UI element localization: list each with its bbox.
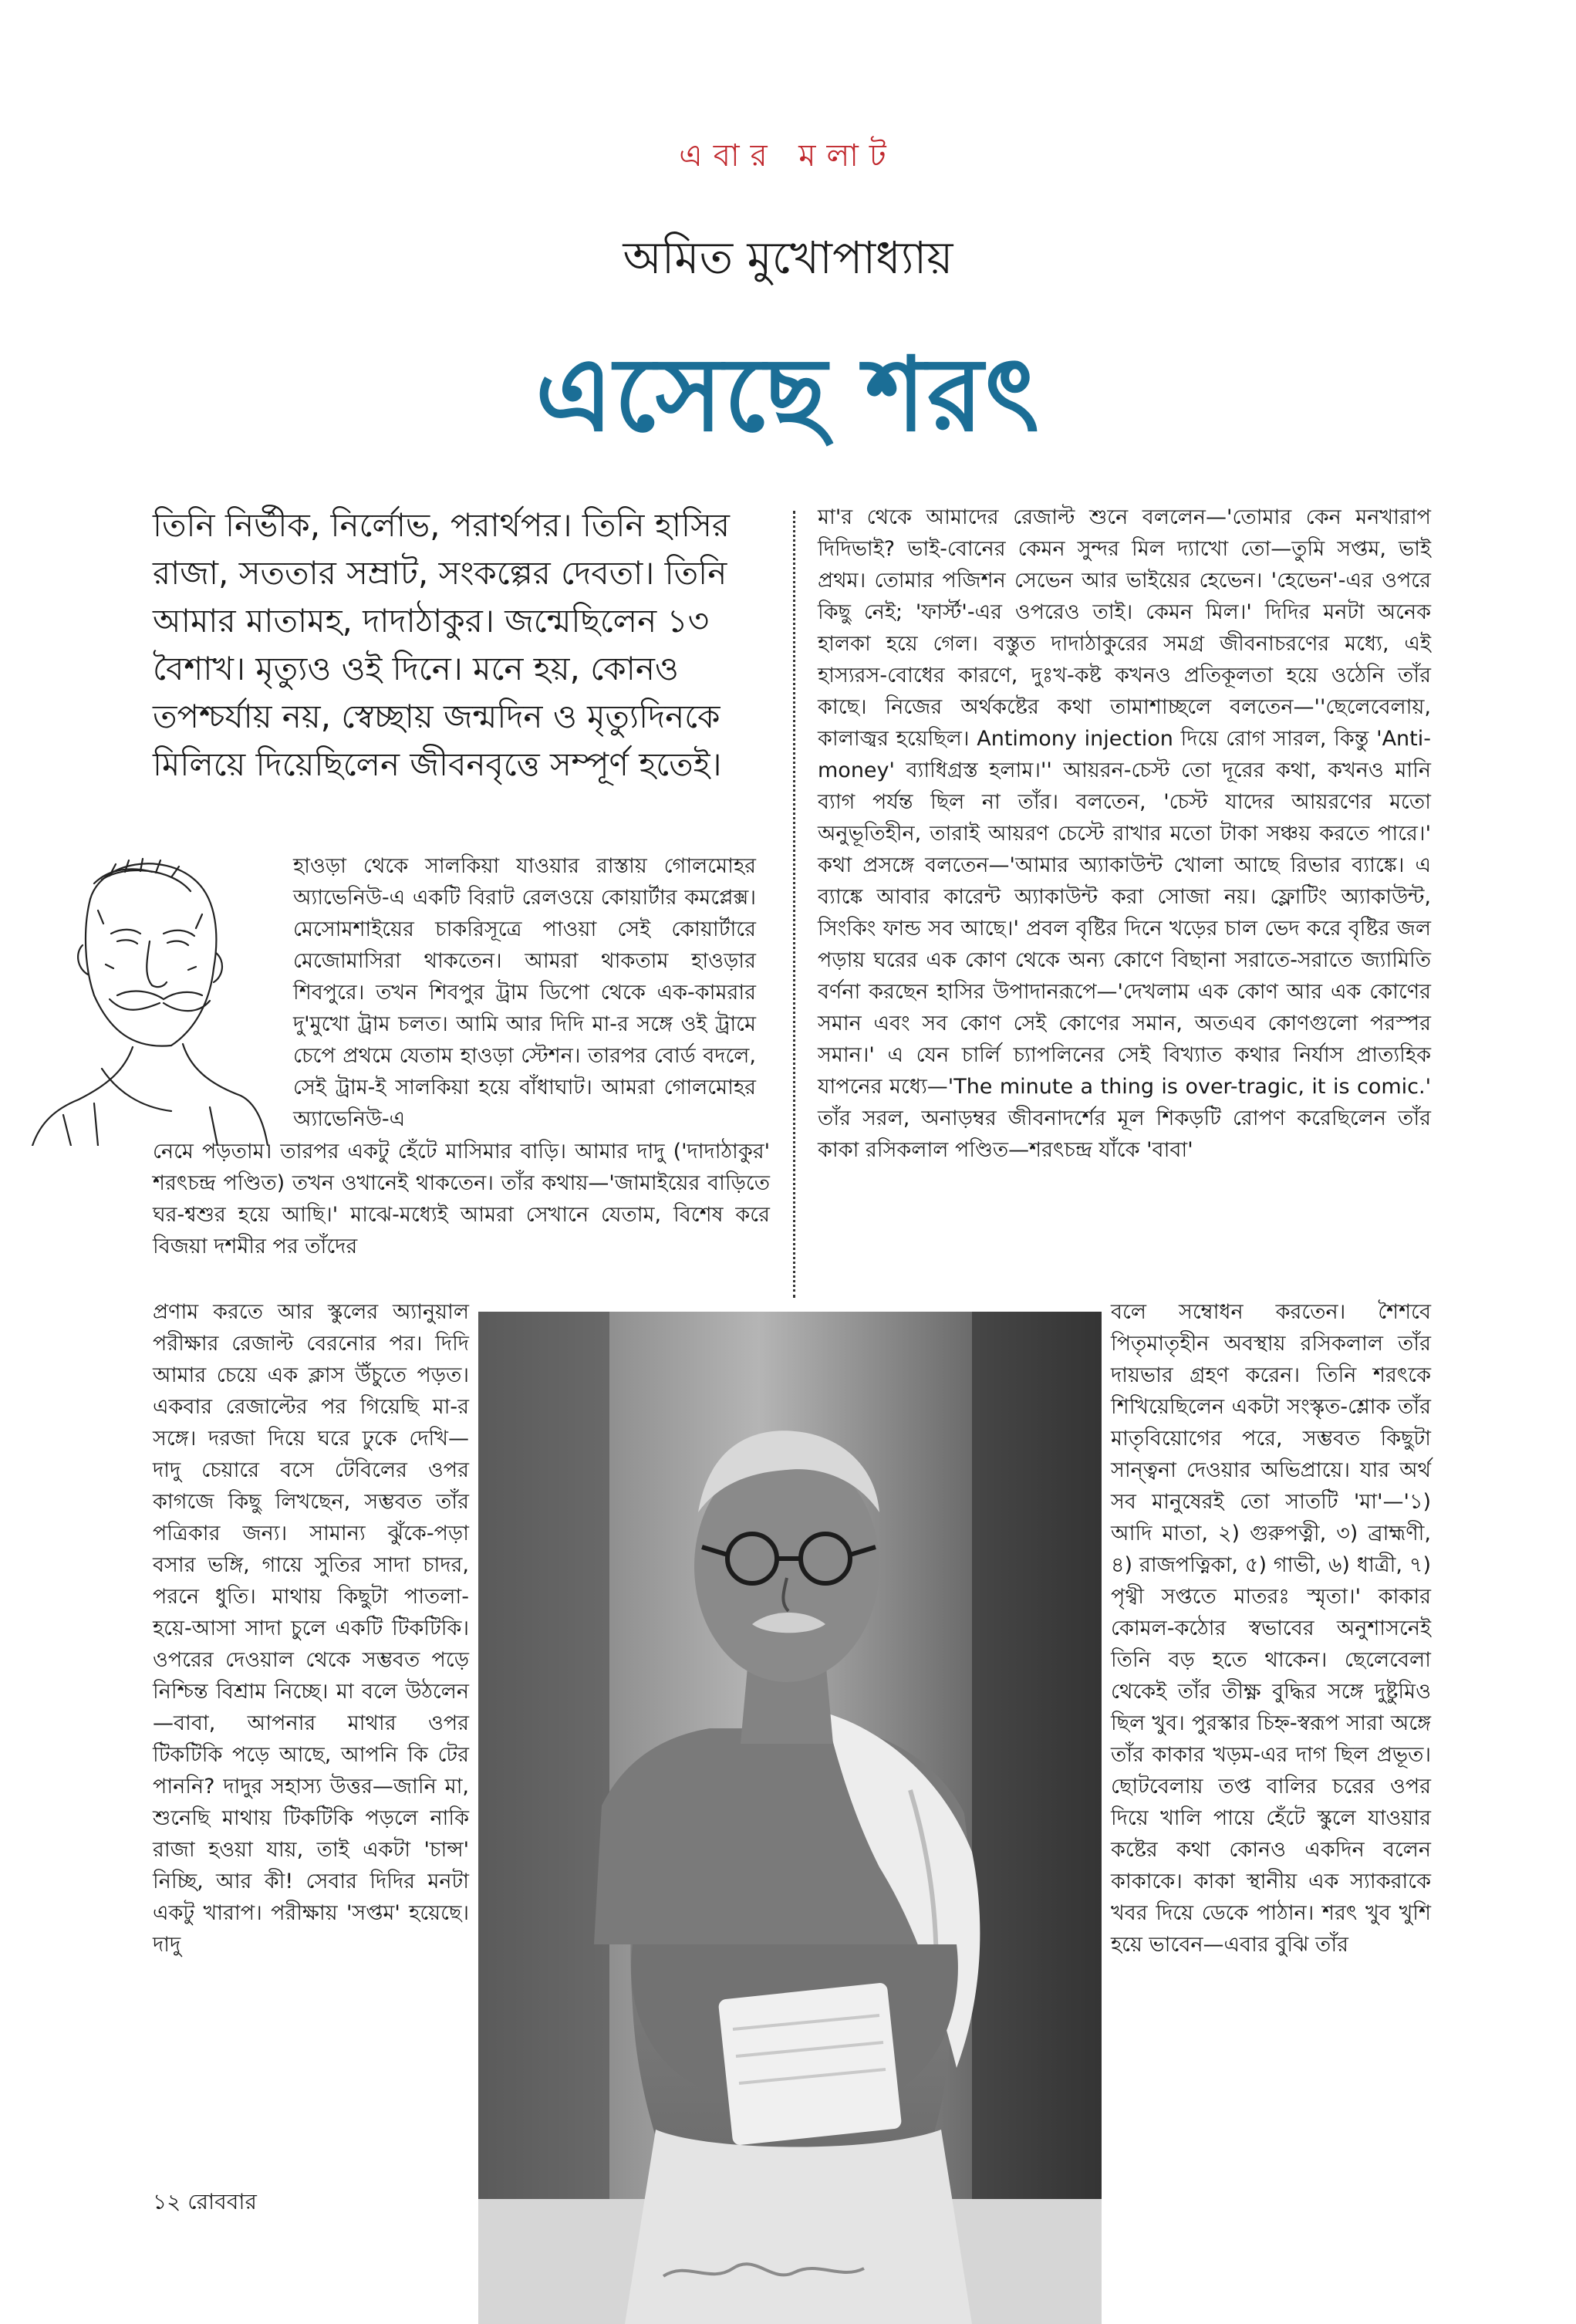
left-column-full-width: নেমে পড়তাম। তারপর একটু হেঁটে মাসিমার বাড়ি। আমার দাদু ('দাদাঠাকুর' শরৎচন্দ্র পণ্ডিত) তখন ওখানেই থাকতেন। তাঁর কথায়—'জামাইয়ের বাড়িতে ঘর-শ্বশুর হয়ে আছি।' মাঝে-মধ্যেই আমরা সেখানে যেতাম, বিশেষ করে বিজয়া দশমীর পর তাঁদের <box>153 1140 770 1258</box>
left-column-beside-sketch: হাওড়া থেকে সালকিয়া যাওয়ার রাস্তায় গোলমোহর অ্যাভেনিউ-এ একটি বিরাট রেলওয়ে কোয়ার্টার কমপ্লেক্স। মেসোমশাইয়ের চাকরিসূত্রে পাওয়া সেই কোয়ার্টারে মেজোমাসিরা থাকতেন। আমরা থাকতাম হাওড়ার শিবপুরে। তখন শিবপুর ট্রাম ডিপো থেকে এক-কামরার দু'মুখো ট্রাম চলত। আমি আর দিদি মা-র সঙ্গে ওই ট্রামে চেপে প্রথমে যেতাম হাওড়া স্টেশন। তারপর বোর্ড বদলে, সেই ট্রাম-ই সালকিয়া হয়ে বাঁধাঘাট। আমরা গোলমোহর অ্যাভেনিউ-এ <box>293 854 756 1131</box>
article-title: এসেছে শরৎ <box>535 336 1041 454</box>
left-column-narrow: প্রণাম করতে আর স্কুলের অ্যানুয়াল পরীক্ষার রেজাল্ট বেরনোর পর। দিদি আমার চেয়ে এক ক্লাস উঁচুতে পড়ত। একবার রেজাল্টের পর গিয়েছি মা-র সঙ্গে। দরজা দিয়ে ঘরে ঢুকে দেখি—দাদু চেয়ারে বসে টেবিলের ওপর কাগজে কিছু লিখছেন, সম্ভবত তাঁর পত্রিকার জন্য। সামান্য ঝুঁকে-পড়া বসার ভঙ্গি, গায়ে সুতির সাদা চাদর, পরনে ধুতি। মাথায় কিছুটা পাতলা-হয়ে-আসা সাদা চুলে একটি টিকটিকি। ওপরের দেওয়াল থেকে সম্ভবত পড়ে নিশ্চিন্ত বিশ্রাম নিচ্ছে। মা বলে উঠলেন—বাবা, আপনার মাথার ওপর টিকটিকি পড়ে আছে, আপনি কি টের পাননি? দাদুর সহাস্য উত্তর—জানি মা, শুনেছি মাথায় টিকটিকি পড়লে নাকি রাজা হওয়া যায়, তাই একটা 'চান্স' নিচ্ছি, আর কী! সেবার দিদির মনটা একটু খারাপ। পরীক্ষায় 'সপ্তম' হয়েছে। দাদু <box>153 1300 469 1957</box>
intro-paragraph: তিনি নির্ভীক, নির্লোভ, পরার্থপর। তিনি হাসির রাজা, সততার সম্রাট, সংকল্পের দেবতা। তিনি আমার মাতামহ, দাদাঠাকুর। জন্মেছিলেন ১৩ বৈশাখ। মৃত্যুও ওই দিনে। মনে হয়, কোনও তপশ্চর্যায় নয়, স্বেচ্ছায় জন্মদিন ও মৃত্যুদিনকে মিলিয়ে দিয়েছিলেন জীবনবৃত্তে সম্পূর্ণ হতেই। <box>153 506 730 783</box>
portrait-photo <box>478 1312 1102 2324</box>
portrait-sketch <box>17 837 272 1146</box>
right-column-top: মা'র থেকে আমাদের রেজাল্ট শুনে বললেন—'তোমার কেন মনখারাপ দিদিভাই? ভাই-বোনের কেমন সুন্দর মিল দ্যাখো তো—তুমি সপ্তম, ভাই প্রথম। তোমার পজিশন সেভেন আর ভাইয়ের হেভেন। 'হেভেন'-এর ওপরে কিছু নেই; 'ফার্স্ট'-এর ওপরেও তাই। কেমন মিল।' দিদির মনটা অনেক হালকা হয়ে গেল। বস্তুত দাদাঠাকুরের সমগ্র জীবনাচরণের মধ্যে, এই হাস্যরস-বোধের কারণে, দুঃখ-কষ্ট কখনও প্রতিকূলতা হয়ে ওঠেনি তাঁর কাছে। নিজের অর্থকষ্টের কথা তামাশাচ্ছলে বলতেন—''ছেলেবেলায়, কালাজ্বর হয়েছিল। Antimony injection দিয়ে রোগ সারল, কিন্তু 'Anti-money' ব্যাধিগ্রস্ত হলাম।'' আয়রন-চেস্ট তো দূরের কথা, কখনও মানি ব্যাগ পর্যন্ত ছিল না তাঁর। বলতেন, 'চেস্ট যাদের আয়রণের মতো অনুভূতিহীন, তারাই আয়রণ চেস্টে রাখার মতো টাকা সঞ্চয় করতে পারে।' কথা প্রসঙ্গে বলতেন—'আমার অ্যাকাউন্ট খোলা আছে রিভার ব্যাঙ্কে। এ ব্যাঙ্কে আবার কারেন্ট অ্যাকাউন্ট করা সোজা নয়। ফ্লোটিং অ্যাকাউন্ট, সিংকিং ফান্ড সব আছে।' প্রবল বৃষ্টির দিনে খড়ের চাল ভেদ করে বৃষ্টির জল পড়ায় ঘরের এক কোণ থেকে অন্য কোণে বিছানা সরাতে-সরাতে জ্যামিতি বর্ণনা করছেন হাসির উপাদানরূপে—'দেখলাম এক কোণ আর এক কোণের সমান এবং সব কোণ সেই কোণের সমান, অতএব কোণগুলো পরস্পর সমান।' এ যেন চার্লি চ্যাপলিনের সেই বিখ্যাত কথার নির্যাস প্রাত্যহিক যাপনের মধ্যে—'The minute a thing is over-tragic, it is comic.' তাঁর সরল, অনাড়ম্বর জীবনাদর্শের মূল শিকড়টি রোপণ করেছিলেন তাঁর কাকা রসিকলাল পণ্ডিত—শরৎচন্দ্র যাঁকে 'বাবা' <box>818 505 1431 1162</box>
author-byline: অমিত মুখোপাধ্যায় <box>623 231 953 284</box>
page-footer: ১২ রোববার <box>153 2189 257 2214</box>
right-column-narrow: বলে সম্বোধন করতেন। শৈশবে পিতৃমাতৃহীন অবস্থায় রসিকলাল তাঁর দায়ভার গ্রহণ করেন। তিনি শরৎকে শিখিয়েছিলেন একটা সংস্কৃত-শ্লোক তাঁর মাতৃবিয়োগের পরে, সম্ভবত কিছুটা সান্ত্বনা দেওয়ার অভিপ্রায়ে। যার অর্থ সব মানুষেরই তো সাতটি 'মা'—'১) আদি মাতা, ২) গুরুপত্নী, ৩) ব্রাহ্মণী, ৪) রাজপত্নিকা, ৫) গাভী, ৬) ধাত্রী, ৭) পৃথ্বী সপ্ততে মাতরঃ স্মৃতা।' কাকার কোমল-কঠোর স্বভাবের অনুশাসনেই তিনি বড় হতে থাকেন। ছেলেবেলা থেকেই তাঁর তীক্ষ্ণ বুদ্ধির সঙ্গে দুষ্টুমিও ছিল খুব। পুরস্কার চিহ্ন-স্বরূপ সারা অঙ্গে তাঁর কাকার খড়ম-এর দাগ ছিল প্রভূত। ছোটবেলায় তপ্ত বালির চরের ওপর দিয়ে খালি পায়ে হেঁটে স্কুলে যাওয়ার কষ্টের কথা কোনও একদিন বলেন কাকাকে। কাকা স্থানীয় এক স্যাকরাকে খবর দিয়ে ডেকে পাঠান। শরৎ খুব খুশি হয়ে ভাবেন—এবার বুঝি তাঁর <box>1111 1300 1431 1957</box>
section-label: এবার মলাট <box>679 138 897 174</box>
column-divider <box>793 511 795 1298</box>
